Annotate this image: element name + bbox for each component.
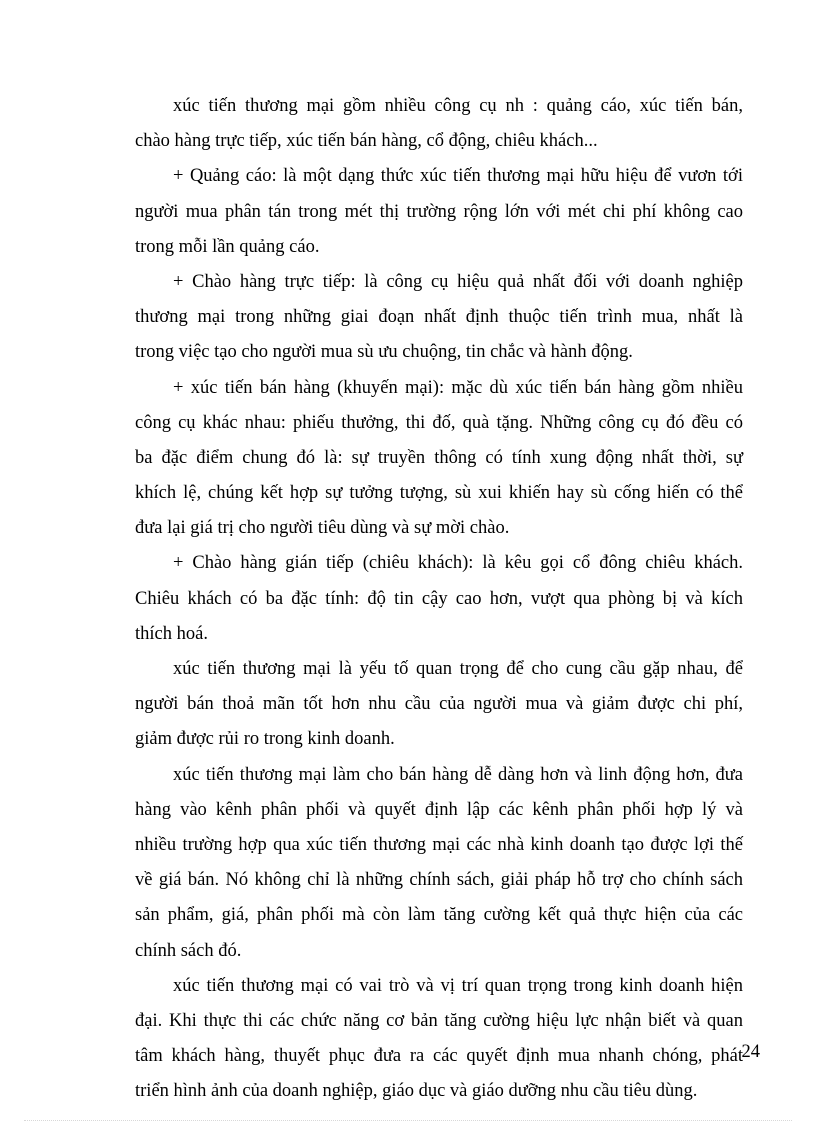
text-line: sản phẩm, giá, phân phối mà còn làm tăng cường kết quả thực hiện của các — [135, 905, 743, 926]
text-line: xúc tiến thương mại có vai trò và vị trí quan trọng trong kinh doanh hiện — [173, 975, 743, 996]
text-line: + Quảng cáo: là một dạng thức xúc tiến thương mại hữu hiệu để vươn tới — [173, 166, 743, 187]
text-line: + Chào hàng trực tiếp: là công cụ hiệu quả nhất đối với doanh nghiệp — [173, 271, 743, 292]
text-line: + xúc tiến bán hàng (khuyến mại): mặc dù xúc tiến bán hàng gồm nhiều — [173, 377, 743, 398]
text-line: trong việc tạo cho người mua sù ưu chuộng, tin chắc và hành động. — [135, 342, 633, 363]
text-line: xúc tiến thương mại là yếu tố quan trọng để cho cung cầu gặp nhau, để — [173, 659, 743, 679]
text-line: chào hàng trực tiếp, xúc tiến bán hàng, cổ động, chiêu khách... — [135, 131, 598, 152]
text-line: hàng vào kênh phân phối và quyết định lập các kênh phân phối hợp lý và — [135, 799, 743, 820]
text-line: giảm được rủi ro trong kinh doanh. — [135, 729, 395, 750]
text-line: thương mại trong những giai đoạn nhất định thuộc tiến trình mua, nhất là — [135, 307, 743, 328]
text-line: nhiều trường hợp qua xúc tiến thương mại các nhà kinh doanh tạo được lợi thế — [135, 834, 743, 855]
text-line: công cụ khác nhau: phiếu thưởng, thi đố, quà tặng. Những công cụ đó đều có — [135, 412, 743, 433]
page-bottom-divider — [24, 1120, 792, 1121]
text-line: tâm khách hàng, thuyết phục đưa ra các quyết định mua nhanh chóng, phát — [135, 1046, 743, 1067]
text-line: triển hình ảnh của doanh nghiệp, giáo dục và giáo dưỡng nhu cầu tiêu dùng. — [135, 1081, 698, 1102]
text-line: thích hoá. — [135, 623, 208, 644]
text-line: trong mỗi lần quảng cáo. — [135, 236, 320, 257]
text-line: khích lệ, chúng kết hợp sự tưởng tượng, sù xui khiến hay sù cống hiến có thể — [135, 483, 743, 504]
text-line: ba đặc điểm chung đó là: sự truyền thông có tính xung động nhất thời, sự — [135, 447, 743, 468]
text-line: đưa lại giá trị cho người tiêu dùng và sự mời chào. — [135, 518, 510, 539]
text-line: xúc tiến thương mại gồm nhiều công cụ nh : quảng cáo, xúc tiến bán, — [173, 96, 743, 116]
text-line: + Chào hàng gián tiếp (chiêu khách): là kêu gọi cổ đông chiêu khách. — [173, 553, 743, 574]
text-line: người bán thoả mãn tốt hơn nhu cầu của người mua và giảm được chi phí, — [135, 694, 743, 715]
text-line: về giá bán. Nó không chỉ là những chính sách, giải pháp hỗ trợ cho chính sách — [135, 870, 743, 891]
text-line: Chiêu khách có ba đặc tính: độ tin cậy cao hơn, vượt qua phòng bị và kích — [135, 588, 743, 609]
text-line: đại. Khi thực thi các chức năng cơ bản tăng cường hiệu lực nhận biết và quan — [135, 1010, 743, 1031]
text-line: xúc tiến thương mại làm cho bán hàng dễ dàng hơn và linh động hơn, đưa — [173, 764, 743, 785]
text-line: người mua phân tán trong mét thị trường rộng lớn với mét chi phí không cao — [135, 201, 743, 222]
page-number: 24 — [741, 1042, 760, 1062]
text-line: chính sách đó. — [135, 940, 242, 961]
body-text — [135, 89, 743, 1109]
